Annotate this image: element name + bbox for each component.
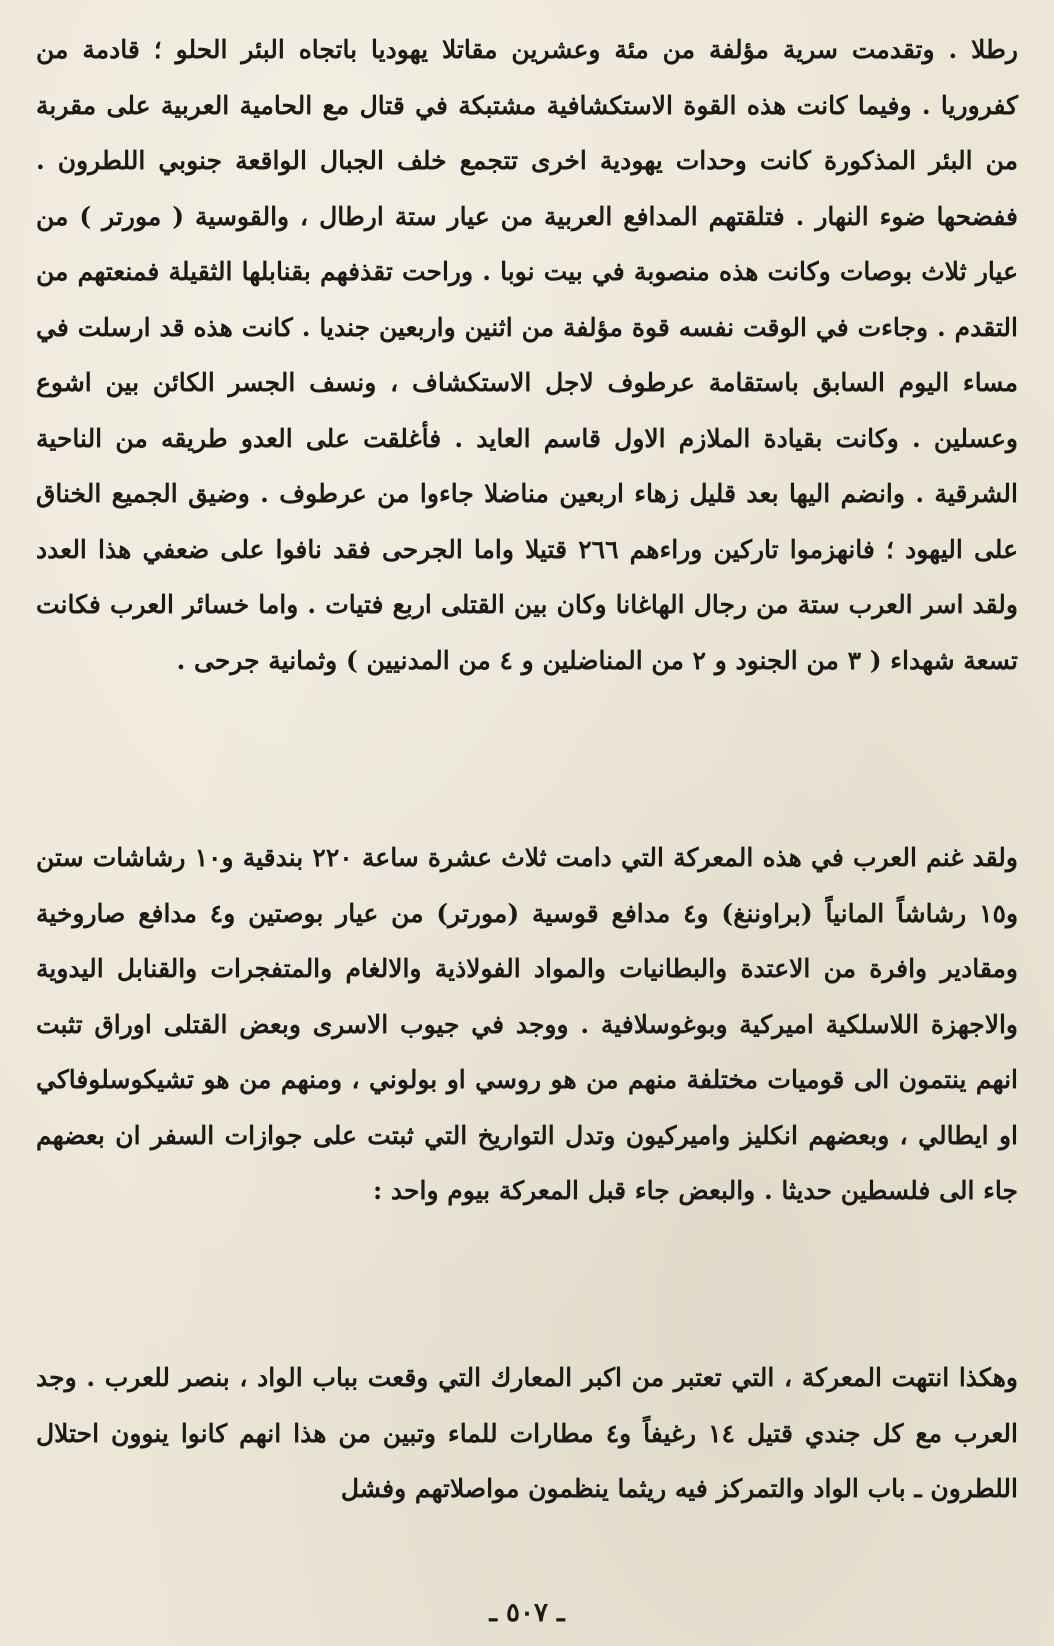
page-number: ـ ٥٠٧ ـ	[489, 1598, 565, 1628]
paragraph-text: ولقد غنم العرب في هذه المعركة التي دامت ثلاث عشرة ساعة ٢٢٠ بندقية و١٠ رشاشات ستن و١٥ رشاشاً المانياً (براوننغ) و٤ مدافع قوسية (مورتر) من عيار بوصتين و٤ مدافع صاروخية ومقادير وافرة من الاعتدة والبطانيات والمواد الفولاذية والالغام والمتفجرات والقنابل اليدوية والاجهزة اللاسلكية اميركية وبوغوسلافية . ووجد في جيوب الاسرى وبعض القتلى اوراق تثبت انهم ينتمون الى قوميات مختلفة منهم من هو روسي او بولوني ، ومنهم من هو تشيكوسلوفاكي او ايطالي ، وبعضهم انكليز واميركيون وتدل التواريخ التي ثبتت على جوازات السفر ان بعضهم جاء الى فلسطين حديثا . والبعض جاء قبل المعركة بيوم واحد :	[36, 843, 1019, 1205]
paragraph-3	[36, 1350, 1018, 1517]
paragraph-text: وهكذا انتهت المعركة ، التي تعتبر من اكبر المعارك التي وقعت بباب الواد ، بنصر للعرب . وجد العرب مع كل جندي قتيل ١٤ رغيفاً و٤ مطارات للماء وتبين من هذا انهم كانوا ينوون احتلال اللطرون ـ باب الواد والتمركز فيه ريثما ينظمون مواصلاتهم وفشل	[36, 1363, 1018, 1503]
paragraph-2	[36, 830, 1018, 1219]
paragraph-1	[36, 22, 1018, 688]
paragraph-text: رطلا . وتقدمت سرية مؤلفة من مئة وعشرين مقاتلا يهوديا باتجاه البئر الحلو ؛ قادمة من كفروريا . وفيما كانت هذه القوة الاستكشافية مشتبكة في قتال مع الحامية العربية على مقربة من البئر المذكورة كانت وحدات يهودية اخرى تتجمع خلف الجبال الواقعة جنوبي اللطرون . ففضحها ضوء النهار . فتلقتهم المدافع العربية من عيار ستة ارطال ، والقوسية ( مورتر ) من عيار ثلاث بوصات وكانت هذه منصوبة في بيت نوبا . وراحت تقذفهم بقنابلها الثقيلة فمنعتهم من التقدم . وجاءت في الوقت نفسه قوة مؤلفة من اثنين واربعين جنديا . كانت هذه قد ارسلت في مساء اليوم السابق باستقامة عرطوف لاجل الاستكشاف ، ونسف الجسر الكائن بين اشوع وعسلين . وكانت بقيادة الملازم الاول قاسم العايد . فأغلقت على العدو طريقه من الناحية الشرقية . وانضم اليها بعد قليل زهاء اربعين مناضلا جاءوا من عرطوف . وضيق الجميع الخناق على اليهود ؛ فانهزموا تاركين وراءهم ٢٦٦ قتيلا واما الجرحى فقد نافوا على ضعفي هذا العدد ولقد اسر العرب ستة من رجال الهاغانا وكان بين القتلى اربع فتيات . واما خسائر العرب فكانت تسعة شهداء ( ٣ من الجنود و ٢ من المناضلين و ٤ من المدنيين ) وثمانية جرحى .	[36, 35, 1018, 675]
